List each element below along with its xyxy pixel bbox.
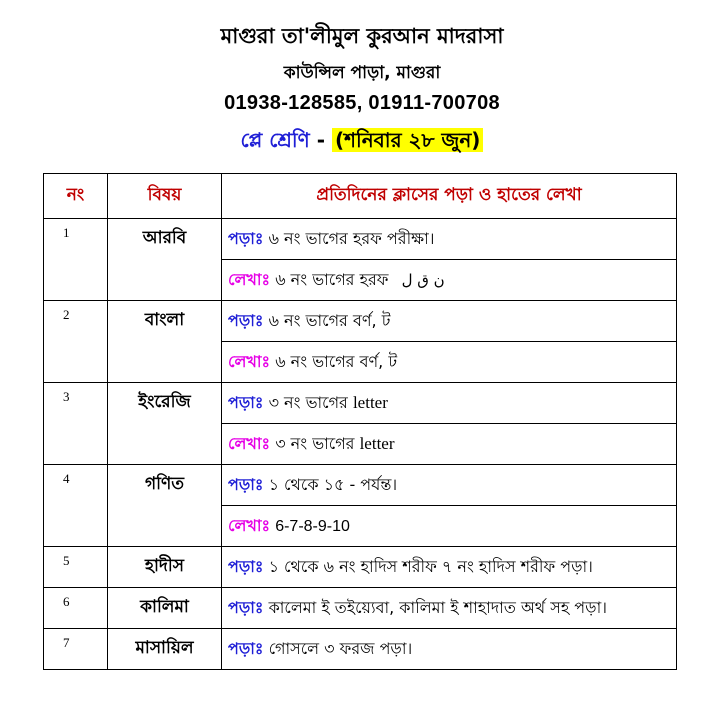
write-label: লেখাঃ (228, 269, 271, 289)
row-number: 3 (44, 383, 108, 465)
table-row (44, 465, 677, 506)
table-row (44, 383, 677, 424)
table-row (44, 301, 677, 342)
write-text: ৬ নং ভাগের হরফ (275, 269, 389, 289)
writing-task (222, 342, 677, 383)
reading-task (222, 383, 677, 424)
write-label: লেখাঃ (228, 433, 271, 453)
writing-task (222, 506, 677, 547)
subject-name: বাংলা (108, 301, 222, 383)
phone-numbers: 01938-128585, 01911-700708 (224, 92, 500, 114)
row-number: 2 (44, 301, 108, 383)
read-latin-text: letter (352, 392, 388, 412)
subject-name: কালিমা (108, 588, 222, 629)
read-label: পড়াঃ (228, 310, 264, 330)
read-text: ৬ নং ভাগের হরফ পরীক্ষা। (268, 228, 435, 248)
table-row (44, 547, 677, 588)
reading-task (222, 547, 677, 588)
table-header-row (44, 174, 677, 219)
class-name: প্লে শ্রেণি (240, 128, 310, 152)
read-text: ১ থেকে ১৫ - পর্যন্ত। (268, 474, 398, 494)
read-label: পড়াঃ (228, 638, 264, 658)
read-label: পড়াঃ (228, 597, 264, 617)
separator-dash: - (316, 128, 326, 152)
writing-task (222, 424, 677, 465)
read-label: পড়াঃ (228, 556, 264, 576)
write-text: ৬ নং ভাগের বর্ণ, ট (275, 351, 398, 371)
row-number: 1 (44, 219, 108, 301)
header-work: প্রতিদিনের ক্লাসের পড়া ও হাতের লেখা (222, 174, 677, 219)
read-text: ৬ নং ভাগের বর্ণ, ট (268, 310, 391, 330)
row-number: 6 (44, 588, 108, 629)
subject-name: মাসায়িল (108, 629, 222, 670)
read-label: পড়াঃ (228, 474, 264, 494)
read-label: পড়াঃ (228, 228, 264, 248)
reading-task (222, 301, 677, 342)
table-row (44, 629, 677, 670)
school-address: কাউন্সিল পাড়া, মাগুরা (283, 63, 441, 83)
table-row (44, 219, 677, 260)
header-subject: বিষয় (108, 174, 222, 219)
school-title: মাগুরা তা'লীমুল কুরআন মাদরাসা (220, 24, 504, 48)
subject-name: আরবি (108, 219, 222, 301)
header-no: নং (44, 174, 108, 219)
row-number: 5 (44, 547, 108, 588)
writing-task (222, 260, 677, 301)
write-text: 6-7-8-9-10 (275, 517, 350, 535)
subject-name: গণিত (108, 465, 222, 547)
reading-task (222, 219, 677, 260)
write-latin-text: letter (359, 433, 395, 453)
row-number: 4 (44, 465, 108, 547)
read-label: পড়াঃ (228, 392, 264, 412)
read-text: ৩ নং ভাগের (268, 392, 348, 412)
date-label: (শনিবার ২৮ জুন) (332, 128, 483, 152)
reading-task (222, 588, 677, 629)
write-label: লেখাঃ (228, 351, 271, 371)
reading-task (222, 629, 677, 670)
write-label: লেখাঃ (228, 515, 271, 535)
table-row (44, 588, 677, 629)
subject-name: ইংরেজি (108, 383, 222, 465)
reading-task (222, 465, 677, 506)
arabic-letters: ن ق ل (401, 270, 445, 289)
read-text: কালেমা ই তইয়্যেবা, কালিমা ই শাহাদাত অর্থ সহ পড়া। (268, 597, 607, 617)
row-number: 7 (44, 629, 108, 670)
schedule-table (43, 173, 677, 670)
write-text: ৩ নং ভাগের (275, 433, 355, 453)
read-text: ১ থেকে ৬ নং হাদিস শরীফ ৭ নং হাদিস শরীফ পড়া। (268, 556, 593, 576)
class-and-date (0, 126, 724, 159)
subject-name: হাদীস (108, 547, 222, 588)
read-text: গোসলে ৩ ফরজ পড়া। (268, 638, 413, 658)
